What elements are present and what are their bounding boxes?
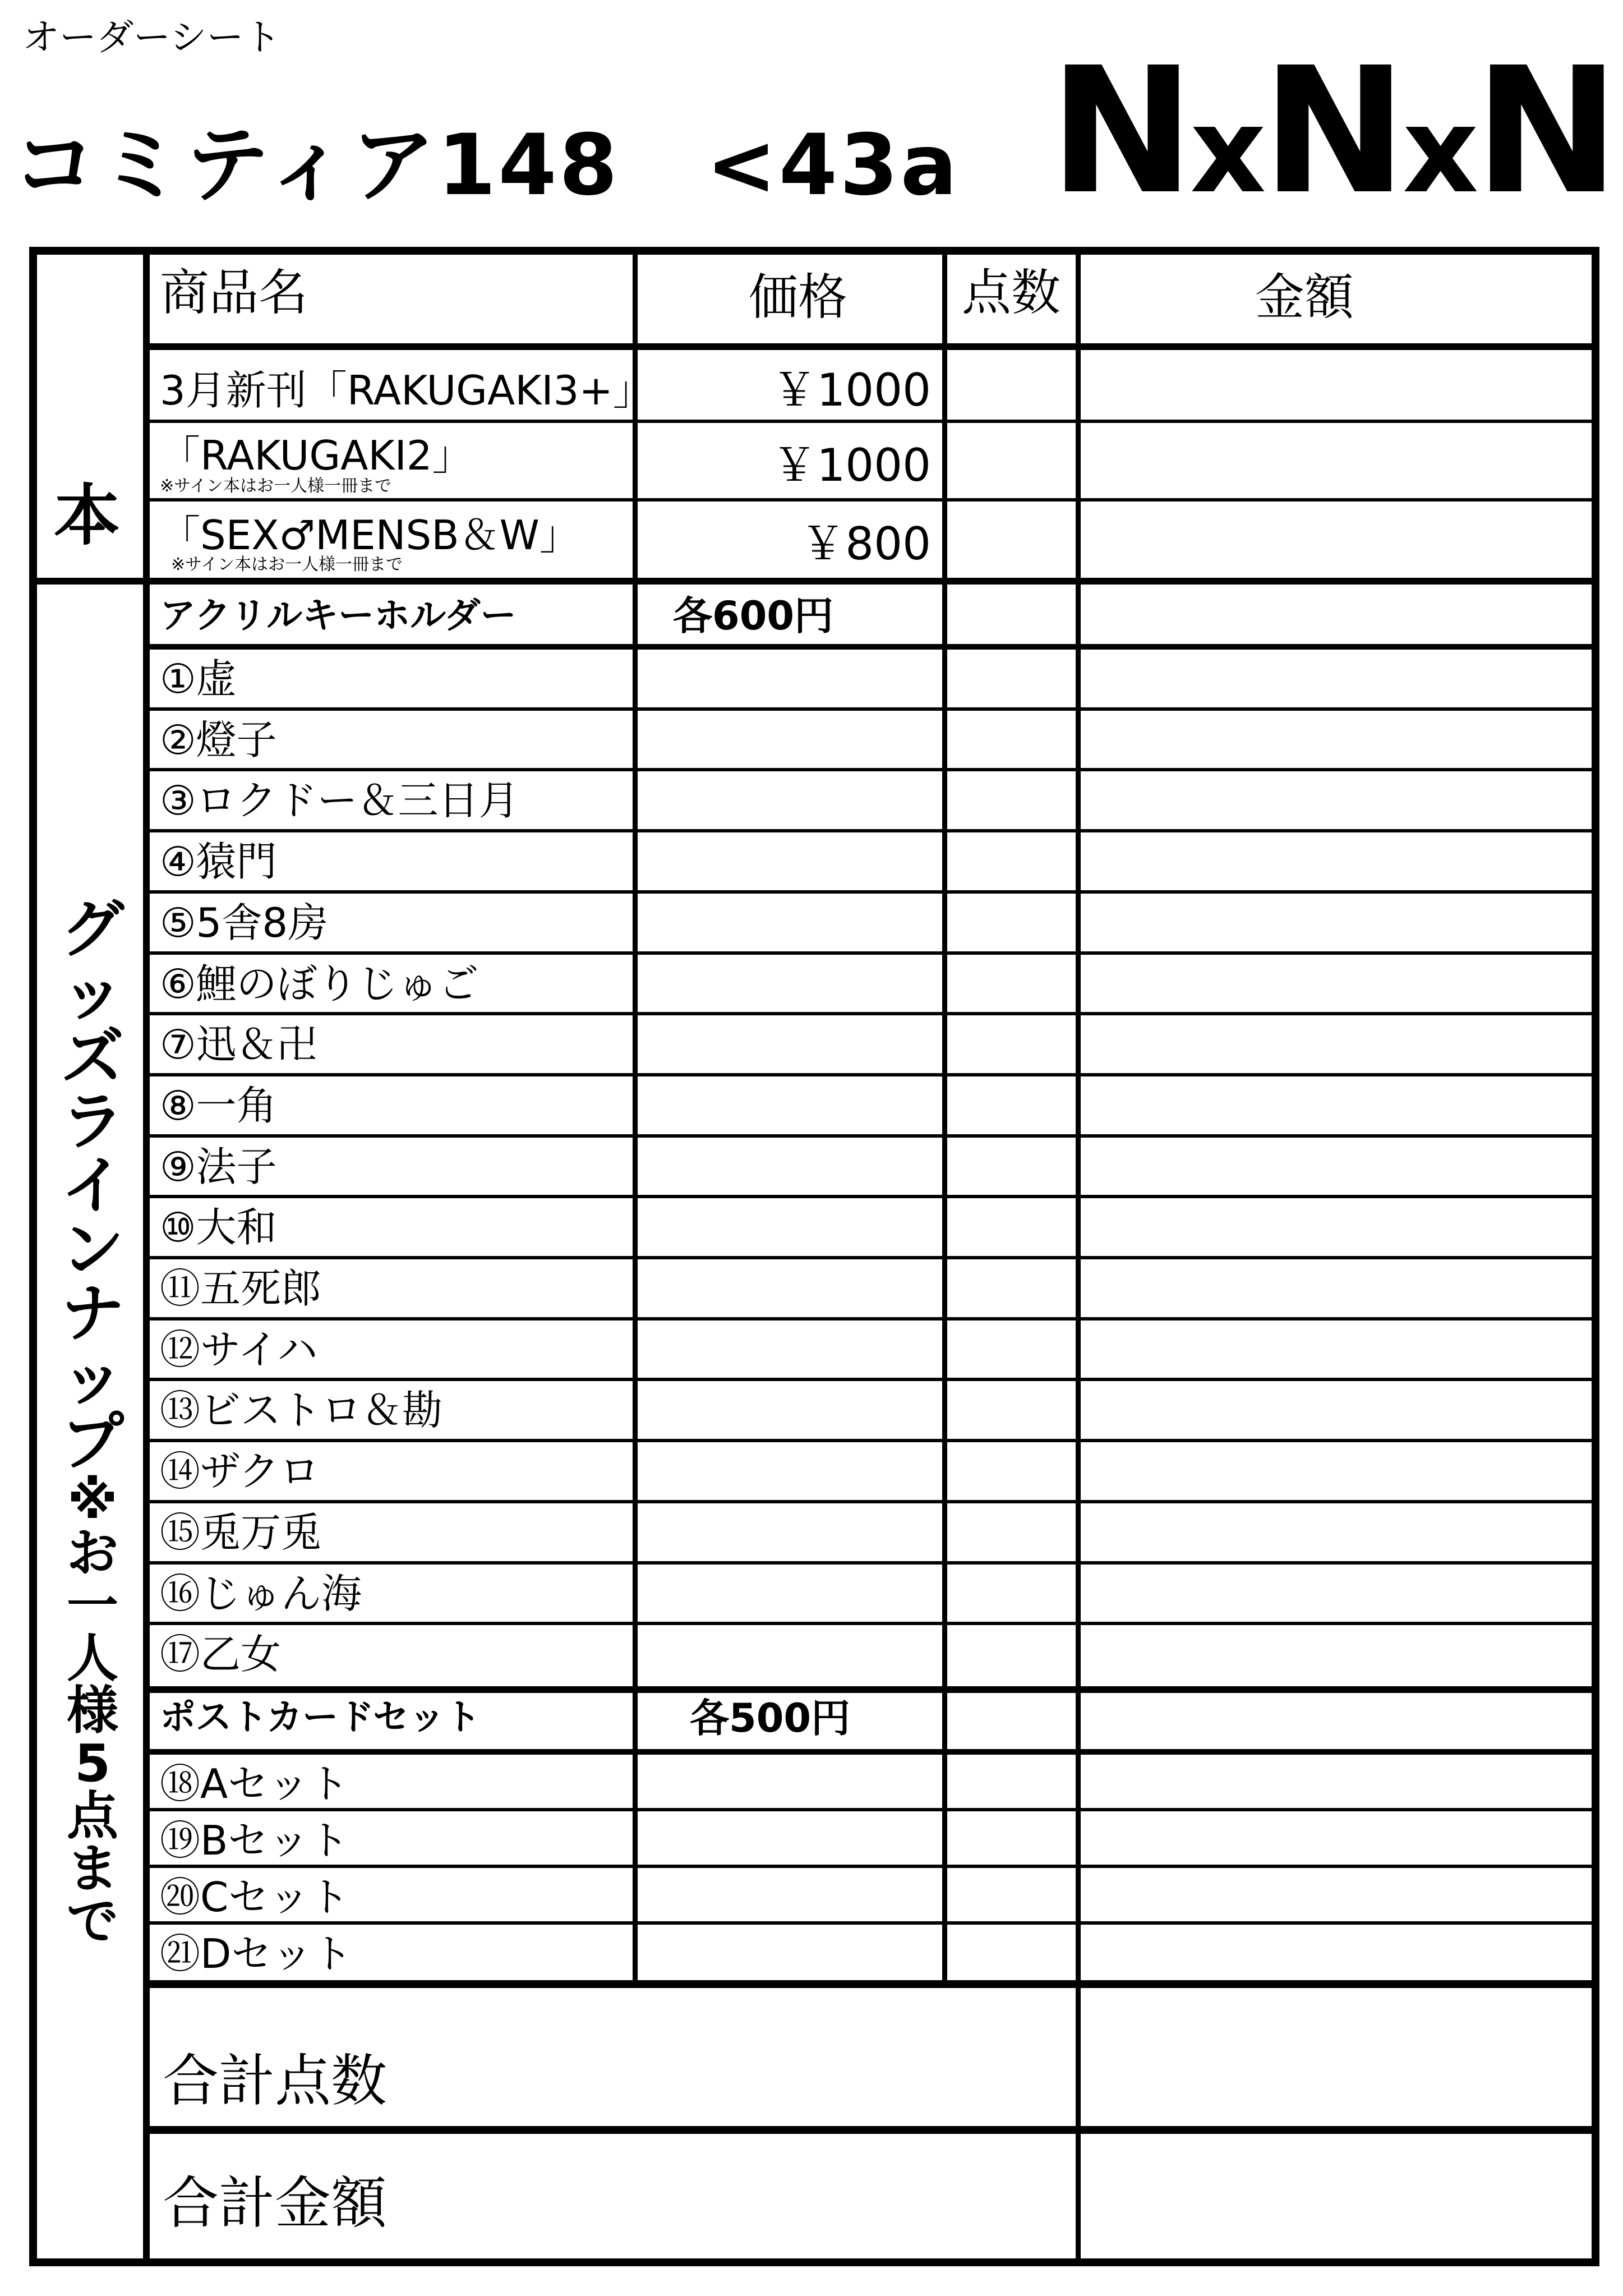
acrylic-item-amount-cell[interactable] xyxy=(1081,771,1592,829)
postcard-item-name: ⑱Aセット xyxy=(160,1760,349,1807)
column-divider xyxy=(942,247,947,1980)
acrylic-item-name: ⑰乙女 xyxy=(160,1631,282,1678)
postcard-item-amount-cell[interactable] xyxy=(1081,1925,1592,1978)
row-line xyxy=(143,1749,1599,1755)
postcard-price: 各500円 xyxy=(690,1695,851,1741)
total-amount-cell[interactable] xyxy=(1081,2134,1592,2258)
col-price-header: 価格 xyxy=(749,268,848,326)
postcard-item-qty-cell[interactable] xyxy=(947,1925,1076,1978)
col-name-header: 商品名 xyxy=(160,264,308,321)
acrylic-item-amount-cell[interactable] xyxy=(1081,1259,1592,1317)
postcard-item-name: ㉑Dセット xyxy=(160,1930,353,1977)
column-divider xyxy=(633,247,638,1980)
acrylic-item-qty-cell[interactable] xyxy=(947,1198,1076,1256)
acrylic-item-qty-cell[interactable] xyxy=(947,1259,1076,1317)
logo-part: x xyxy=(1190,82,1262,219)
acrylic-item-name: ⑭ザクロ xyxy=(160,1448,320,1496)
postcard-item-qty-cell[interactable] xyxy=(947,1755,1076,1808)
acrylic-item-name: ⑫サイハ xyxy=(160,1326,318,1373)
acrylic-item-amount-cell[interactable] xyxy=(1081,1503,1592,1561)
acrylic-item-qty-cell[interactable] xyxy=(947,894,1076,951)
acrylic-item-qty-cell[interactable] xyxy=(947,650,1076,707)
acrylic-item-qty-cell[interactable] xyxy=(947,1015,1076,1073)
postcard-item-name: ⑳Cセット xyxy=(160,1874,350,1921)
postcard-item-qty-cell[interactable] xyxy=(947,1868,1076,1921)
row-line xyxy=(143,578,1599,585)
acrylic-item-amount-cell[interactable] xyxy=(1081,832,1592,890)
book-section-label: 本 xyxy=(53,477,120,554)
goods-label-main: グ ッ ズ ラ イ ン ナ ッ プ xyxy=(61,893,124,1479)
acrylic-item-name: ⑤5舎8房 xyxy=(160,899,329,946)
logo-part: N xyxy=(1261,30,1403,233)
acrylic-item-amount-cell[interactable] xyxy=(1081,1625,1592,1683)
row-line xyxy=(143,498,1599,501)
book-name: 3月新刊「RAKUGAKI3+」 xyxy=(160,367,653,414)
acrylic-item-name: ②燈子 xyxy=(160,716,277,763)
acrylic-item-name: ⑯じゅん海 xyxy=(160,1570,362,1617)
postcard-item-amount-cell[interactable] xyxy=(1081,1868,1592,1921)
logo-part: N xyxy=(1049,30,1191,233)
acrylic-item-amount-cell[interactable] xyxy=(1081,894,1592,951)
postcard-item-amount-cell[interactable] xyxy=(1081,1811,1592,1865)
acrylic-item-qty-cell[interactable] xyxy=(947,1565,1076,1622)
acrylic-item-name: ⑨法子 xyxy=(160,1143,277,1190)
row-line xyxy=(143,420,1599,423)
acrylic-item-name: ③ロクドー＆三日月 xyxy=(160,777,519,825)
total-qty-cell[interactable] xyxy=(1081,1988,1592,2126)
postcard-item-name: ⑲Bセット xyxy=(160,1817,349,1864)
total-amount-label: 合計金額 xyxy=(163,2170,387,2236)
acrylic-item-qty-cell[interactable] xyxy=(947,1381,1076,1439)
acrylic-item-name: ⑦迅＆卍 xyxy=(160,1021,317,1069)
acrylic-item-qty-cell[interactable] xyxy=(947,832,1076,890)
acrylic-item-qty-cell[interactable] xyxy=(947,1320,1076,1378)
logo-part: x xyxy=(1403,82,1474,219)
acrylic-item-qty-cell[interactable] xyxy=(947,771,1076,829)
postcard-item-amount-cell[interactable] xyxy=(1081,1755,1592,1808)
acrylic-item-qty-cell[interactable] xyxy=(947,1076,1076,1134)
acrylic-item-name: ⑬ビストロ＆勘 xyxy=(160,1387,443,1434)
acrylic-item-qty-cell[interactable] xyxy=(947,1442,1076,1500)
circle-logo xyxy=(920,30,1615,249)
event-title: コミティア148 <43a xyxy=(12,117,960,214)
section-separator xyxy=(29,578,150,585)
acrylic-item-name: ⑮兎万兎 xyxy=(160,1508,322,1556)
acrylic-item-qty-cell[interactable] xyxy=(947,1503,1076,1561)
acrylic-item-amount-cell[interactable] xyxy=(1081,1565,1592,1622)
acrylic-item-qty-cell[interactable] xyxy=(947,711,1076,769)
book-price: ￥1000 xyxy=(772,364,931,416)
acrylic-price: 各600円 xyxy=(673,593,834,639)
acrylic-item-name: ⑥鯉のぼりじゅご xyxy=(160,960,479,1007)
book-name: 「SEX♂MENSB＆W」 xyxy=(160,512,580,559)
book-price: ￥800 xyxy=(800,518,931,570)
acrylic-item-amount-cell[interactable] xyxy=(1081,1076,1592,1134)
row-line xyxy=(143,1686,1599,1693)
acrylic-item-name: ⑧一角 xyxy=(160,1082,277,1129)
acrylic-item-name: ①虚 xyxy=(160,655,237,702)
acrylic-item-name: ⑩大和 xyxy=(160,1204,277,1251)
goods-label-note: ※ お 一 人 様 5 点 ま で xyxy=(66,1470,118,1952)
acrylic-item-name: ④猿門 xyxy=(160,838,277,886)
acrylic-item-amount-cell[interactable] xyxy=(1081,955,1592,1013)
acrylic-item-amount-cell[interactable] xyxy=(1081,1138,1592,1195)
totals-top-line xyxy=(143,1980,1599,1988)
acrylic-item-amount-cell[interactable] xyxy=(1081,1381,1592,1439)
goods-section-label xyxy=(56,893,129,1952)
acrylic-category: アクリルキーホルダー xyxy=(160,595,517,637)
book-note: ※サイン本はお一人様一冊まで xyxy=(160,476,392,496)
col-qty-header: 点数 xyxy=(962,264,1061,321)
logo-part: N xyxy=(1474,30,1615,233)
header-underline xyxy=(143,343,1599,350)
book-name: 「RAKUGAKI2」 xyxy=(160,432,473,479)
acrylic-item-qty-cell[interactable] xyxy=(947,1138,1076,1195)
acrylic-item-amount-cell[interactable] xyxy=(1081,711,1592,769)
sheet-subtitle: オーダーシート xyxy=(22,16,281,59)
row-line xyxy=(143,644,1599,650)
book-price: ￥1000 xyxy=(772,439,931,491)
acrylic-item-amount-cell[interactable] xyxy=(1081,1198,1592,1256)
acrylic-item-qty-cell[interactable] xyxy=(947,1625,1076,1683)
acrylic-item-amount-cell[interactable] xyxy=(1081,1442,1592,1500)
totals-mid-line xyxy=(143,2126,1599,2134)
col-amount-header: 金額 xyxy=(1255,268,1354,326)
acrylic-item-name: ⑪五死郎 xyxy=(160,1265,322,1312)
acrylic-item-qty-cell[interactable] xyxy=(947,955,1076,1013)
postcard-item-qty-cell[interactable] xyxy=(947,1811,1076,1865)
acrylic-item-amount-cell[interactable] xyxy=(1081,650,1592,707)
acrylic-item-amount-cell[interactable] xyxy=(1081,1015,1592,1073)
acrylic-item-amount-cell[interactable] xyxy=(1081,1320,1592,1378)
postcard-category: ポストカードセット xyxy=(160,1697,481,1738)
book-note: ※サイン本はお一人様一冊まで xyxy=(171,555,403,574)
total-qty-label: 合計点数 xyxy=(163,2048,387,2114)
